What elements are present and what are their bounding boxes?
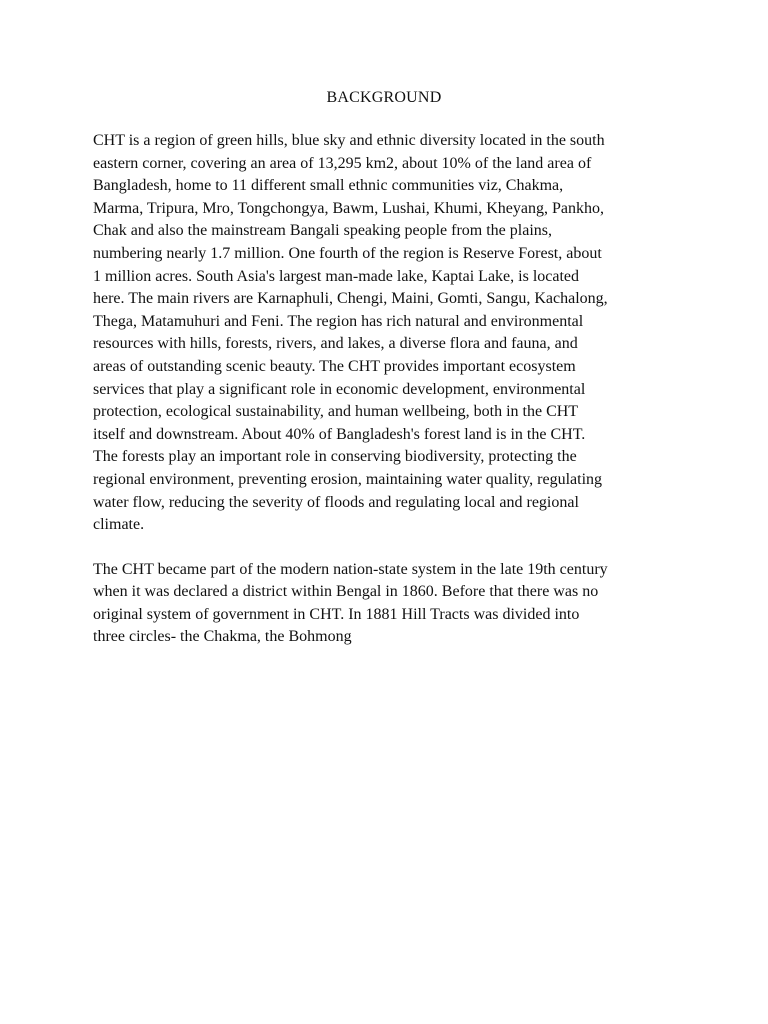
text-line: eastern corner, covering an area of 13,295 km2, about 10% of the land area of	[93, 154, 592, 172]
text-line: Bangladesh, home to 11 different small ethnic communities viz, Chakma,	[93, 177, 564, 195]
text-line: here. The main rivers are Karnaphuli, Chengi, Maini, Gomti, Sangu, Kachalong,	[93, 290, 608, 308]
text-line: three circles- the Chakma, the Bohmong	[93, 628, 352, 646]
text-line: 1 million acres. South Asia's largest man-made lake, Kaptai Lake, is located	[93, 267, 580, 285]
text-line: numbering nearly 1.7 million. One fourth of the region is Reserve Forest, about	[93, 244, 602, 262]
text-line: The CHT became part of the modern nation-state system in the late 19th century	[93, 560, 608, 578]
text-line: protection, ecological sustainability, and human wellbeing, both in the CHT	[93, 403, 579, 421]
text-line: services that play a significant role in economic development, environmental	[93, 380, 586, 398]
text-line: areas of outstanding scenic beauty. The CHT provides important ecosystem	[93, 357, 576, 375]
text-line: Chak and also the mainstream Bangali speaking people from the plains,	[93, 222, 552, 240]
paragraph-1	[93, 130, 713, 537]
text-line: Thega, Matamuhuri and Feni. The region has rich natural and environmental	[93, 312, 584, 330]
text-line: original system of government in CHT. In 1881 Hill Tracts was divided into	[93, 605, 580, 623]
text-line: regional environment, preventing erosion, maintaining water quality, regulating	[93, 470, 603, 488]
page-heading: BACKGROUND	[326, 89, 442, 106]
text-line: CHT is a region of green hills, blue sky and ethnic diversity located in the south	[93, 132, 605, 149]
paragraph-2	[93, 559, 713, 649]
text-line: The forests play an important role in conserving biodiversity, protecting the	[93, 448, 577, 466]
text-line: climate.	[93, 516, 145, 534]
text-line: when it was declared a district within Bengal in 1860. Before that there was no	[93, 583, 599, 601]
text-line: itself and downstream. About 40% of Bangladesh's forest land is in the CHT.	[93, 425, 586, 443]
text-line: Marma, Tripura, Mro, Tongchongya, Bawm, Lushai, Khumi, Kheyang, Pankho,	[93, 199, 604, 217]
text-line: resources with hills, forests, rivers, and lakes, a diverse flora and fauna, and	[93, 335, 578, 353]
text-line: water flow, reducing the severity of floods and regulating local and regional	[93, 493, 579, 511]
document-body	[93, 130, 713, 649]
